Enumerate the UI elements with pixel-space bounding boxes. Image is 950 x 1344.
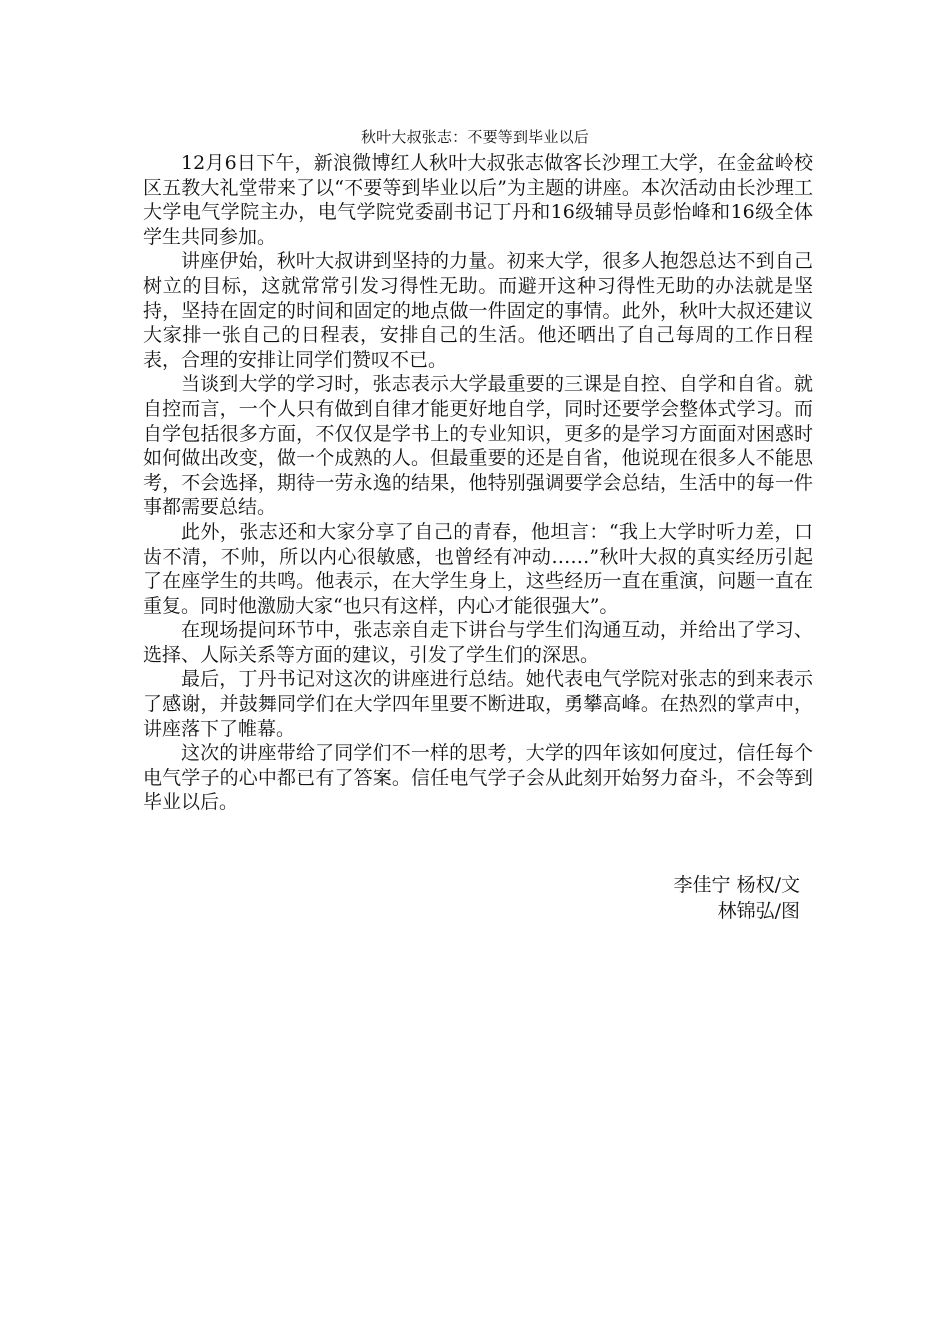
paragraph-intro: 12月6日下午，新浪微博红人秋叶大叔张志做客长沙理工大学，在金盆岭校区五教大礼堂带来了以“不要等到毕业以后”为主题的讲座。本次活动由长沙理工大学电气学院主办，电气学院党委副书记丁丹和16级辅导员彭怡峰和16级全体学生共同参加。 (143, 152, 813, 248)
article-title: 秋叶大叔张志：不要等到毕业以后 (360, 128, 589, 146)
paragraph-conclusion: 这次的讲座带给了同学们不一样的思考，大学的四年该如何度过，信任每个电气学子的心中都已有了答案。信任电气学子会从此刻开始努力奋斗，不会等到毕业以后。 (143, 742, 813, 814)
paragraph-youth: 此外，张志还和大家分享了自己的青春，他坦言：“我上大学时听力差，口齿不清，不帅，所以内心很敏感，也曾经有冲动……”秋叶大叔的真实经历引起了在座学生的共鸣。他表示，在大学生身上，这些经历一直在重演，问题一直在重复。同时他激励大家“也只有这样，内心才能很强大”。 (143, 520, 813, 617)
photo-author-credit: 林锦弘/图 (717, 900, 800, 922)
article-body (143, 151, 813, 815)
paragraph-study: 当谈到大学的学习时，张志表示大学最重要的三课是自控、自学和自省。就自控而言，一个人只有做到自律才能更好地自学，同时还要学会整体式学习。而自学包括很多方面，不仅仅是学书上的专业知识，更多的是学习方面面对困惑时如何做出改变，做一个成熟的人。但最重要的还是自省，他说现在很多人不能思考，不会选择，期待一劳永逸的结果，他特别强调要学会总结，生活中的每一件事都需要总结。 (143, 373, 813, 519)
credits (674, 872, 800, 924)
paragraph-persistence: 讲座伊始，秋叶大叔讲到坚持的力量。初来大学，很多人抱怨总达不到自己树立的目标，这就常常引发习得性无助。而避开这种习得性无助的办法就是坚持，坚持在固定的时间和固定的地点做一件固定的事情。此外，秋叶大叔还建议大家排一张自己的日程表，安排自己的生活。他还晒出了自己每周的工作日程表，合理的安排让同学们赞叹不已。 (143, 250, 813, 371)
paragraph-qa: 在现场提问环节中，张志亲自走下讲台与学生们沟通互动，并给出了学习、选择、人际关系等方面的建议，引发了学生们的深思。 (143, 619, 813, 666)
paragraph-summary: 最后，丁丹书记对这次的讲座进行总结。她代表电气学院对张志的到来表示了感谢，并鼓舞同学们在大学四年里要不断进取，勇攀高峰。在热烈的掌声中，讲座落下了帷幕。 (143, 668, 813, 740)
text-author-credit: 李佳宁 杨权/文 (673, 874, 800, 896)
